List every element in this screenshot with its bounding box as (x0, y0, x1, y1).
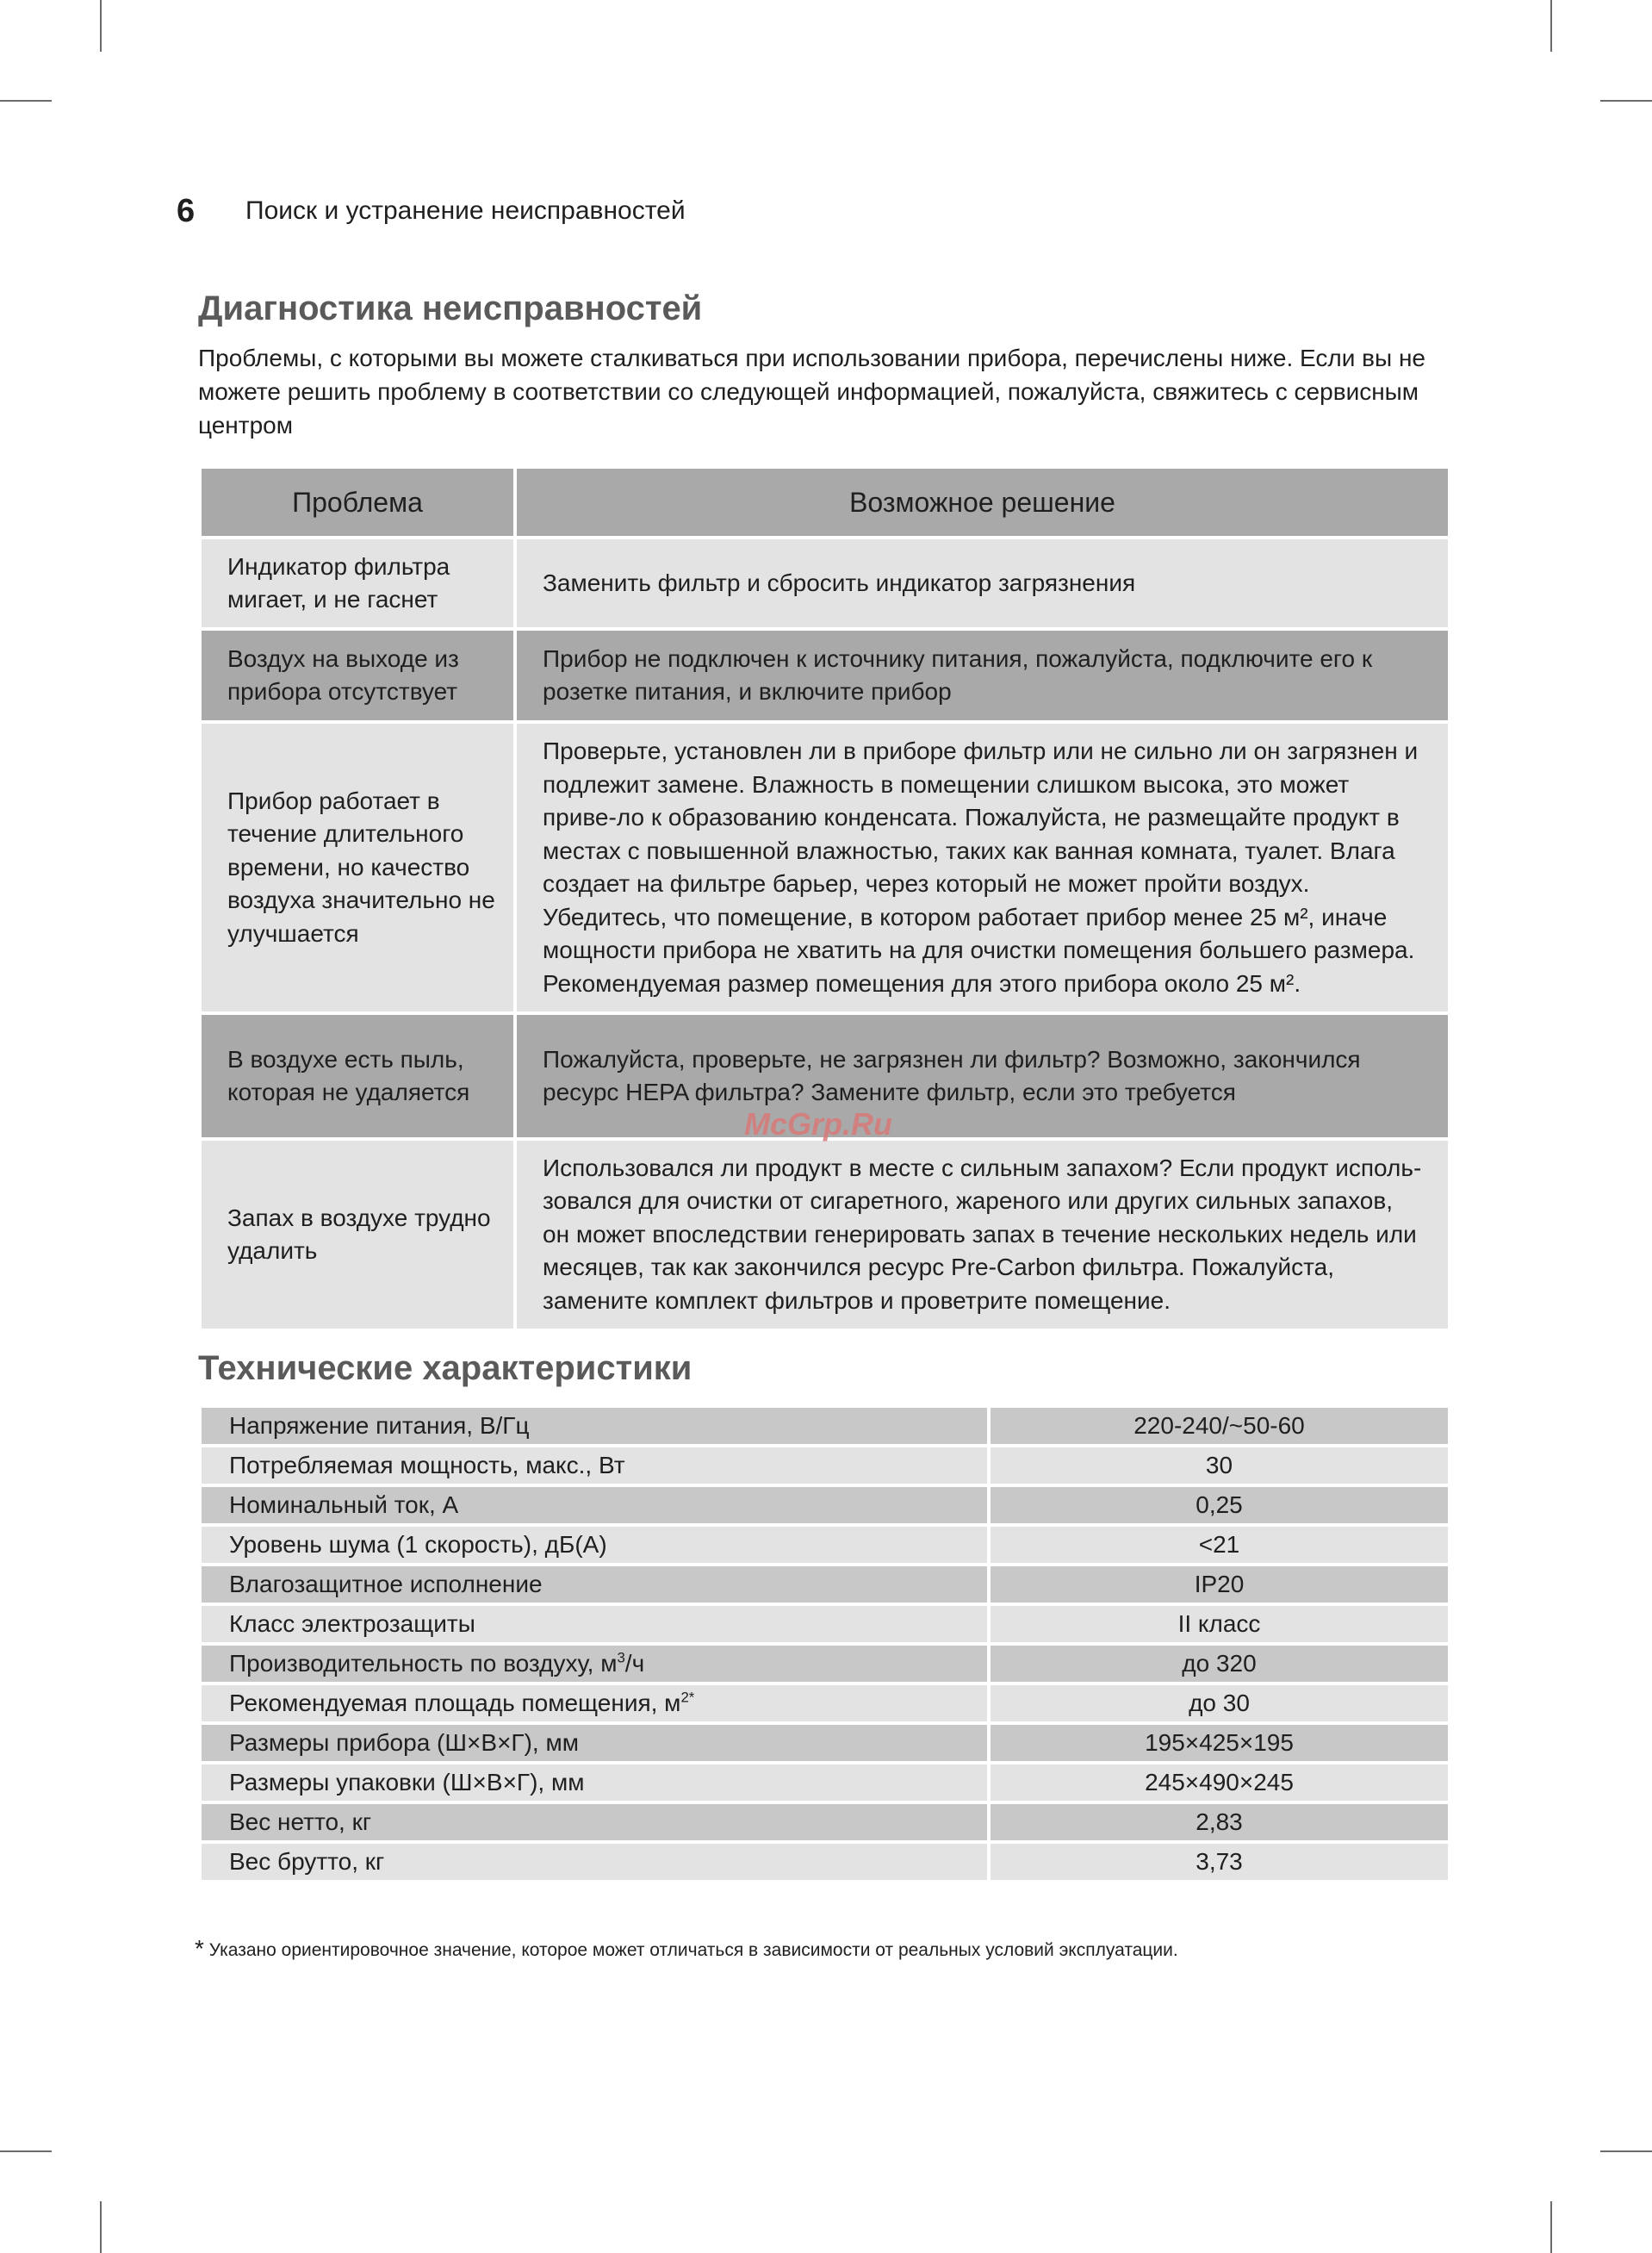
spec-name-text: Рекомендуемая площадь помещения, м (229, 1690, 681, 1716)
page-number: 6 (177, 192, 196, 229)
diagnostics-intro: Проблемы, с которыми вы можете сталкиваться при использовании прибора, перечислены ниже. Если вы не можете решить проблему в соответствии со следующей информацией, пожалуйста, свяжитесь с сервисным центром (198, 345, 1425, 439)
running-title: Поиск и устранение неисправностей (245, 196, 686, 225)
spec-name: Потребляемая мощность, макс., Вт (200, 1446, 989, 1485)
crop-mark (100, 0, 102, 52)
spec-name: Напряжение питания, В/Гц (200, 1406, 989, 1446)
footnote-text: Указано ориентировочное значение, которое может отличаться в зависимости от реальных условий эксплуатации. (208, 1940, 1178, 1960)
spec-name-tail: /ч (624, 1650, 645, 1677)
spec-value: до 30 (989, 1684, 1450, 1723)
footnote-mark: * (195, 1935, 204, 1962)
spec-value: 245×490×245 (989, 1763, 1450, 1802)
crop-mark (1600, 2150, 1652, 2152)
spec-name (200, 1684, 989, 1723)
spec-name: Влагозащитное исполнение (200, 1565, 989, 1604)
spec-value: 2,83 (989, 1802, 1450, 1842)
table-row (200, 629, 1450, 722)
spec-value: 30 (989, 1446, 1450, 1485)
crop-mark (1550, 2201, 1552, 2253)
solution-cell: Проверьте, установлен ли в приборе фильтр или не сильно ли он загрязнен и подлежит замене. Влажность в помещении слишком высока, это может приве-ло к образованию конденсата. Пожалуйста, не размещайте продукт в местах с повышенной влажностью, таких как ванная комната, туалет. Влага создает на фильтре барьер, через который не может пройти воздух. Убедитесь, что помещение, в котором работает прибор менее 25 м², иначе мощности прибора не хватить на для очистки помещения большего размера. Рекомендуемая размер помещения для этого прибора около 25 м². (515, 722, 1450, 1013)
solution-cell: Пожалуйста, проверьте, не загрязнен ли фильтр? Возможно, закончился ресурс HEPA фильтра? Замените фильтр, если это требуется (515, 1013, 1450, 1139)
table-header-row (200, 467, 1450, 538)
page-header (177, 190, 686, 233)
table-row (200, 722, 1450, 1013)
crop-mark (1600, 100, 1652, 102)
table-row (200, 1644, 1450, 1684)
table-row (200, 1525, 1450, 1565)
spec-value: до 320 (989, 1644, 1450, 1684)
unit-superscript: 2* (680, 1689, 695, 1706)
table-row (200, 1139, 1450, 1330)
column-header-problem: Проблема (200, 467, 515, 538)
problem-cell: Индикатор фильтра мигает, и не гаснет (200, 538, 515, 629)
problem-cell: Прибор работает в течение длительного времени, но качество воздуха значительно не улучшается (200, 722, 515, 1013)
table-row (200, 1406, 1450, 1446)
unit-superscript: 3 (617, 1649, 625, 1666)
spec-name: Класс электрозащиты (200, 1604, 989, 1644)
solution-cell: Прибор не подключен к источнику питания, пожалуйста, подключите его к розетке питания, и включите прибор (515, 629, 1450, 722)
spec-name (200, 1644, 989, 1684)
table-row (200, 1802, 1450, 1842)
spec-value: 0,25 (989, 1485, 1450, 1525)
spec-value: <21 (989, 1525, 1450, 1565)
crop-mark (0, 100, 52, 102)
spec-name: Номинальный ток, А (200, 1485, 989, 1525)
table-row (200, 538, 1450, 629)
spec-value: II класс (989, 1604, 1450, 1644)
spec-value: 220-240/~50-60 (989, 1406, 1450, 1446)
problem-cell: В воздухе есть пыль, которая не удаляется (200, 1013, 515, 1139)
specs-title: Технические характеристики (198, 1349, 692, 1387)
problem-cell: Воздух на выходе из прибора отсутствует (200, 629, 515, 722)
footnote (195, 1935, 1178, 1962)
solution-cell: Использовался ли продукт в месте с сильным запахом? Если продукт исполь-зовался для очистки от сигаретного, жареного или других сильных запахов, он может впоследствии генерировать запах в течение нескольких недель или месяцев, так как закончился ресурс Pre-Carbon фильтра. Пожалуйста, замените комплект фильтров и проветрите помещение. (515, 1139, 1450, 1330)
diagnostics-table (198, 465, 1451, 1332)
spec-name: Размеры упаковки (Ш×В×Г), мм (200, 1763, 989, 1802)
spec-value: IP20 (989, 1565, 1450, 1604)
table-row (200, 1763, 1450, 1802)
table-row (200, 1684, 1450, 1723)
spec-name: Уровень шума (1 скорость), дБ(А) (200, 1525, 989, 1565)
crop-mark (1550, 0, 1552, 52)
table-row (200, 1604, 1450, 1644)
table-row (200, 1723, 1450, 1763)
spec-value: 3,73 (989, 1842, 1450, 1882)
spec-name: Размеры прибора (Ш×В×Г), мм (200, 1723, 989, 1763)
table-row (200, 1565, 1450, 1604)
specs-table (198, 1404, 1451, 1883)
spec-value: 195×425×195 (989, 1723, 1450, 1763)
column-header-solution: Возможное решение (515, 467, 1450, 538)
spec-name: Вес брутто, кг (200, 1842, 989, 1882)
table-row (200, 1485, 1450, 1525)
crop-mark (0, 2150, 52, 2152)
solution-cell: Заменить фильтр и сбросить индикатор загрязнения (515, 538, 1450, 629)
problem-cell: Запах в воздухе трудно удалить (200, 1139, 515, 1330)
diagnostics-title: Диагностика неисправностей (198, 289, 703, 327)
spec-name: Вес нетто, кг (200, 1802, 989, 1842)
table-row (200, 1842, 1450, 1882)
watermark: McGrp.Ru (744, 1106, 893, 1142)
spec-name-text: Производительность по воздуху, м (229, 1650, 618, 1677)
crop-mark (100, 2201, 102, 2253)
table-row (200, 1446, 1450, 1485)
